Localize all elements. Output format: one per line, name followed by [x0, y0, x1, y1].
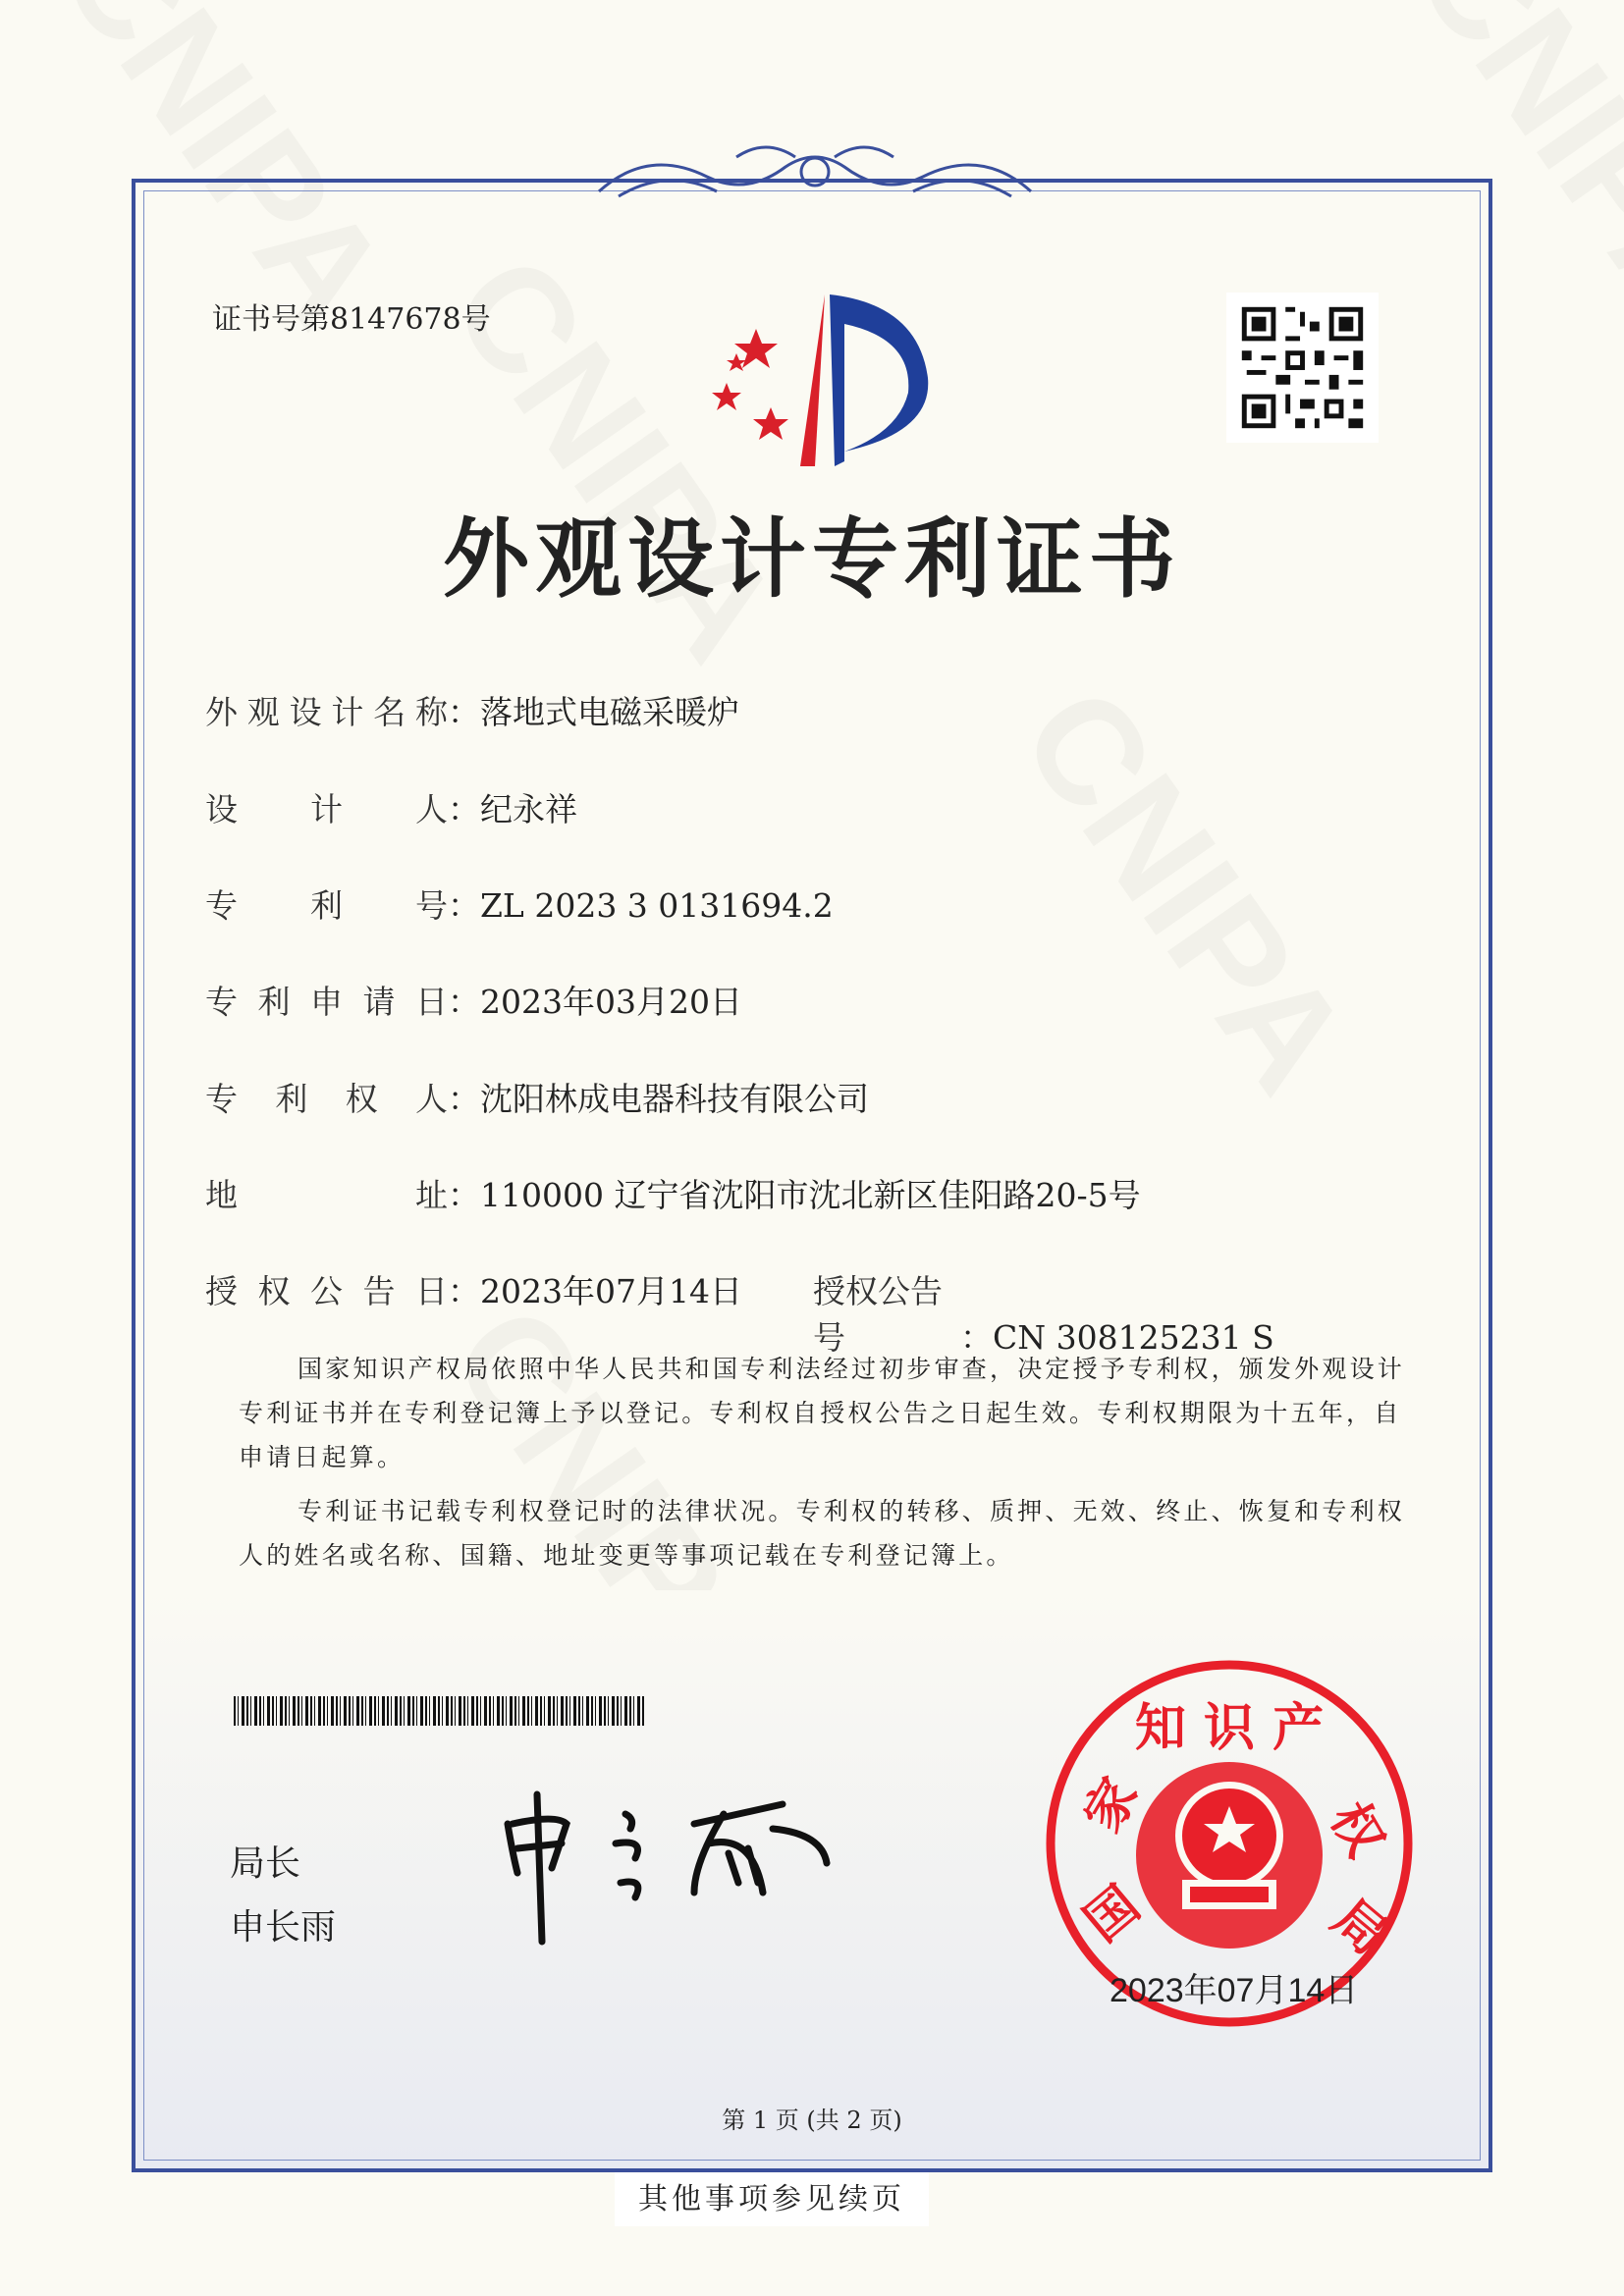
field-patentee: 专利权人：沈阳林成电器科技有限公司 — [205, 1080, 869, 1118]
paragraph-grant: 国家知识产权局依照中华人民共和国专利法经过初步审查，决定授予专利权，颁发外观设计专利证书并在专利登记簿上予以登记。专利权自授权公告之日起生效。专利权期限为十五年，自申请日起算。 — [239, 1355, 1406, 1471]
top-ornament-icon — [589, 137, 1041, 216]
qr-code — [1226, 293, 1379, 443]
field-grant-date: 授权公告日：2023年07月14日 — [205, 1272, 742, 1310]
official-title: 局长 — [230, 1843, 301, 1884]
signature-icon — [498, 1785, 837, 1947]
svg-text:家: 家 — [1073, 1768, 1151, 1842]
svg-text:权: 权 — [1318, 1792, 1395, 1867]
field-design-name: 外观设计名称：落地式电磁采暖炉 — [205, 693, 739, 731]
field-patent-number: 专利号：ZL 2023 3 0131694.2 — [205, 886, 834, 925]
cnipa-logo-icon — [697, 285, 933, 471]
page-indicator: 第 1 页 (共 2 页) — [722, 2107, 902, 2134]
svg-text:局: 局 — [1321, 1888, 1399, 1967]
field-designer: 设计人：纪永祥 — [205, 790, 577, 828]
svg-text:国: 国 — [1073, 1875, 1152, 1953]
seal-date: 2023年07月14日 — [1110, 1972, 1359, 2009]
field-application-date: 专利申请日：2023年03月20日 — [205, 983, 742, 1021]
official-name: 申长雨 — [230, 1907, 337, 1948]
paragraph-legal-status: 专利证书记载专利权登记时的法律状况。专利权的转移、质押、无效、终止、恢复和专利权人的姓名或名称、国籍、地址变更等事项记载在专利登记簿上。 — [239, 1497, 1406, 1570]
certificate-number: 证书号第8147678号 — [212, 302, 491, 337]
seal-text: 知 识 产 — [1134, 1699, 1325, 1758]
field-announcement-number: 授权公告号 ：CN 308125231 S — [813, 1272, 1274, 1357]
continuation-note: 其他事项参见续页 — [615, 2172, 929, 2226]
certificate-title: 外观设计专利证书 — [442, 507, 1181, 610]
field-address: 地址：110000 辽宁省沈阳市沈北新区佳阳路20-5号 — [205, 1176, 1141, 1214]
barcode — [234, 1696, 644, 1726]
